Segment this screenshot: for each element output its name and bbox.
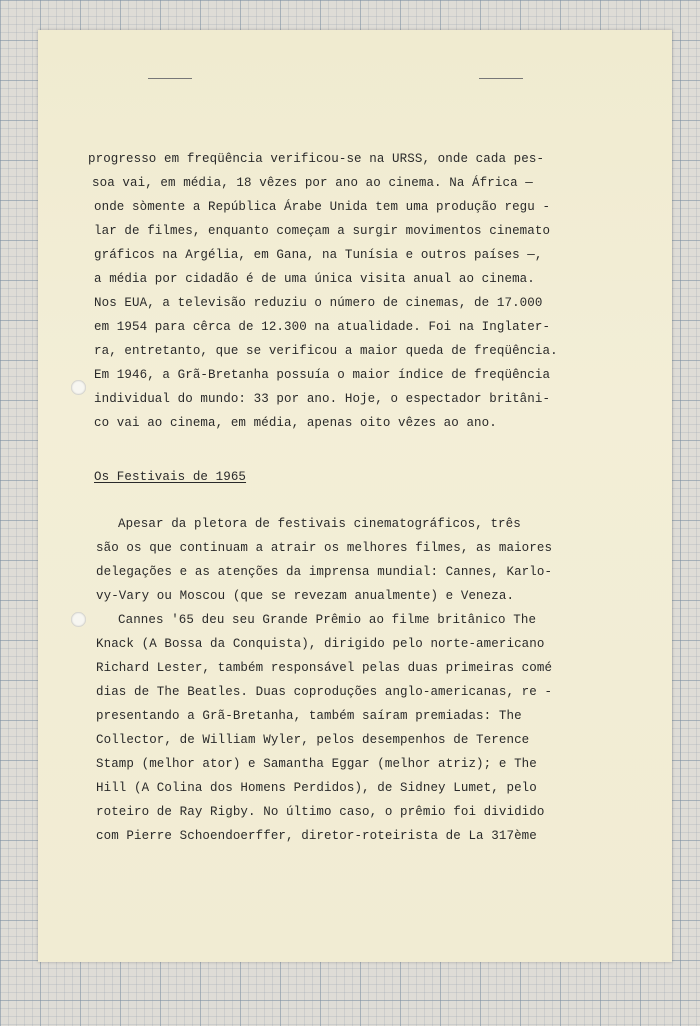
text-line: gráficos na Argélia, em Gana, na Tunísia e outros países —,	[94, 248, 543, 262]
typed-page	[38, 30, 672, 962]
page-mark	[148, 78, 192, 79]
text-line: progresso em freqüência verificou-se na URSS, onde cada pes-	[88, 152, 545, 166]
text-line: individual do mundo: 33 por ano. Hoje, o espectador britâni-	[94, 392, 551, 406]
text-line: em 1954 para cêrca de 12.300 na atualidade. Foi na Inglater-	[94, 320, 551, 334]
text-line: delegações e as atenções da imprensa mundial: Cannes, Karlo-	[96, 565, 553, 579]
text-line: roteiro de Ray Rigby. No último caso, o prêmio foi dividido	[96, 805, 545, 819]
section-heading: Os Festivais de 1965	[94, 470, 247, 484]
text-line: com Pierre Schoendoerffer, diretor-roteirista de La 317ème	[96, 829, 537, 843]
text-line: Knack (A Bossa da Conquista), dirigido pelo norte-americano	[96, 637, 545, 651]
text-line: são os que continuam a atrair os melhores filmes, as maiores	[96, 541, 553, 555]
text-line: ra, entretanto, que se verificou a maior queda de freqüência.	[94, 344, 558, 358]
text-line: onde sòmente a República Árabe Unida tem uma produção regu -	[94, 200, 551, 214]
text-line: Cannes '65 deu seu Grande Prêmio ao filme britânico The	[118, 613, 537, 627]
punch-hole	[71, 612, 86, 627]
text-line: Em 1946, a Grã-Bretanha possuía o maior índice de freqüência	[94, 368, 551, 382]
text-line: Richard Lester, também responsável pelas duas primeiras comé	[96, 661, 553, 675]
text-line: Nos EUA, a televisão reduziu o número de cinemas, de 17.000	[94, 296, 543, 310]
text-line: presentando a Grã-Bretanha, também saíram premiadas: The	[96, 709, 522, 723]
text-line: vy-Vary ou Moscou (que se revezam anualmente) e Veneza.	[96, 589, 515, 603]
text-line: Collector, de William Wyler, pelos desempenhos de Terence	[96, 733, 530, 747]
punch-hole	[71, 380, 86, 395]
text-line: Hill (A Colina dos Homens Perdidos), de Sidney Lumet, pelo	[96, 781, 537, 795]
text-line: Apesar da pletora de festivais cinematográficos, três	[118, 517, 521, 531]
text-line: soa vai, em média, 18 vêzes por ano ao cinema. Na África —	[92, 176, 533, 190]
text-line: lar de filmes, enquanto começam a surgir movimentos cinemato	[94, 224, 551, 238]
text-line: dias de The Beatles. Duas coproduções anglo-americanas, re -	[96, 685, 553, 699]
text-line: co vai ao cinema, em média, apenas oito vêzes ao ano.	[94, 416, 497, 430]
text-line: a média por cidadão é de uma única visita anual ao cinema.	[94, 272, 535, 286]
page-mark	[479, 78, 523, 79]
text-line: Stamp (melhor ator) e Samantha Eggar (melhor atriz); e The	[96, 757, 537, 771]
